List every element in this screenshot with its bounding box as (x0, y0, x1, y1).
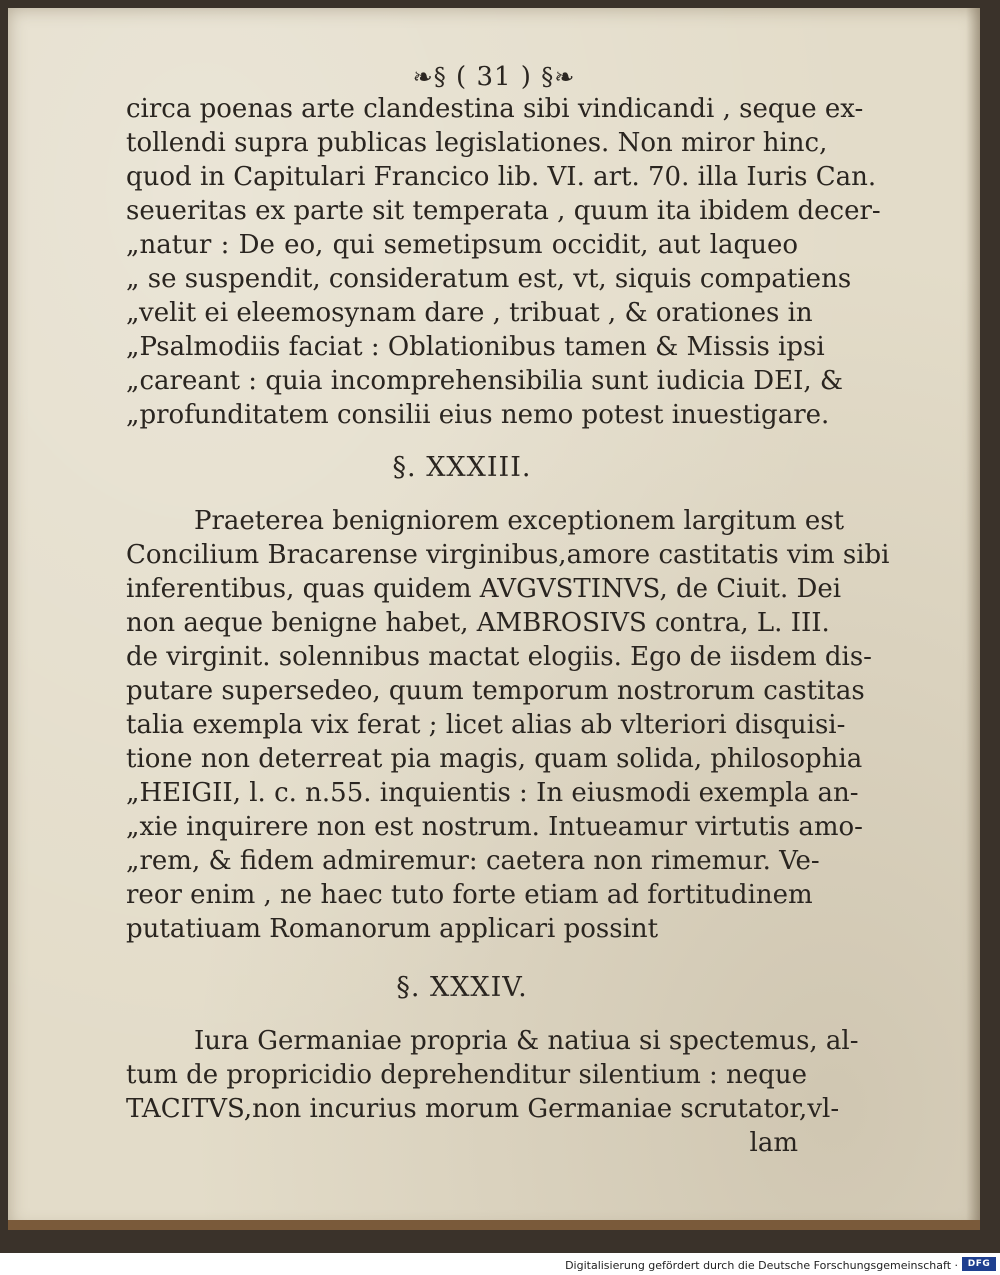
text-line: „Psalmodiis faciat : Oblationibus tamen & Missis ipsi (126, 332, 825, 362)
section-heading: §. XXXIII. (392, 452, 532, 483)
catchword: lam (749, 1128, 798, 1158)
text-line: Iura Germaniae propria & natiua si spectemus, al- (194, 1026, 859, 1056)
text-line: „ se suspendit, consideratum est, vt, siquis compatiens (126, 264, 852, 294)
text-line: tione non deterreat pia magis, quam solida, philosophia (126, 744, 863, 774)
text-line: talia exempla vix ferat ; licet alias ab vlteriori disquisi- (126, 710, 846, 740)
folio-ornament-left-icon: ❧§ (412, 63, 447, 91)
page-number: ( 31 ) (456, 62, 532, 92)
page-edge-shadow (966, 8, 980, 1230)
spacer (126, 488, 798, 504)
dfg-logo-icon: DFG (962, 1257, 996, 1271)
text-line: non aeque benigne habet, AMBROSIVS contra, L. III. (126, 608, 830, 638)
body-text (126, 92, 890, 1160)
text-line: de virginit. solennibus mactat elogiis. Ego de iisdem dis- (126, 642, 872, 672)
footer-bar (0, 1253, 1000, 1275)
page-folio (8, 62, 980, 92)
text-line: „profunditatem consilii eius nemo potest inuestigare. (126, 400, 830, 430)
text-line: „careant : quia incomprehensibilia sunt iudicia DEI, & (126, 366, 844, 396)
text-line: reor enim , ne haec tuto forte etiam ad fortitudinem (126, 880, 813, 910)
page-bottom-edge (8, 1220, 980, 1230)
text-line: tollendi supra publicas legislationes. Non miror hinc, (126, 128, 828, 158)
section-heading: §. XXXIV. (396, 972, 528, 1003)
text-line: circa poenas arte clandestina sibi vindicandi , seque ex- (126, 94, 864, 124)
text-line: inferentibus, quas quidem AVGVSTINVS, de Ciuit. Dei (126, 574, 842, 604)
folio-ornament-right-icon: §❧ (541, 63, 576, 91)
book-page (8, 8, 980, 1230)
text-line: „rem, & fidem admiremur: caetera non rimemur. Ve- (126, 846, 820, 876)
text-line: „HEIGII, l. c. n.55. inquientis : In eiusmodi exempla an- (126, 778, 859, 808)
text-line: TACITVS,non incurius morum Germaniae scrutator,vl- (126, 1094, 840, 1124)
text-line: „natur : De eo, qui semetipsum occidit, aut laqueo (126, 230, 798, 260)
text-line: Concilium Bracarense virginibus,amore castitatis vim sibi (126, 540, 890, 570)
text-line: putare supersedeo, quum temporum nostrorum castitas (126, 676, 865, 706)
text-line: „velit ei eleemosynam dare , tribuat , & orationes in (126, 298, 813, 328)
spacer (126, 1008, 798, 1024)
text-line: putatiuam Romanorum applicari possint (126, 914, 659, 944)
text-line: quod in Capitulari Francico lib. VI. art. 70. illa Iuris Can. (126, 162, 877, 192)
text-line: tum de propricidio deprehenditur silentium : neque (126, 1060, 807, 1090)
spacer (126, 432, 798, 448)
footer-credit: Digitalisierung gefördert durch die Deutsche Forschungsgemeinschaft · (565, 1259, 958, 1272)
text-line: Praeterea benigniorem exceptionem largitum est (194, 506, 845, 536)
text-line: seueritas ex parte sit temperata , quum ita ibidem decer- (126, 196, 881, 226)
spacer (126, 946, 798, 968)
text-line: „xie inquirere non est nostrum. Intueamur virtutis amo- (126, 812, 863, 842)
